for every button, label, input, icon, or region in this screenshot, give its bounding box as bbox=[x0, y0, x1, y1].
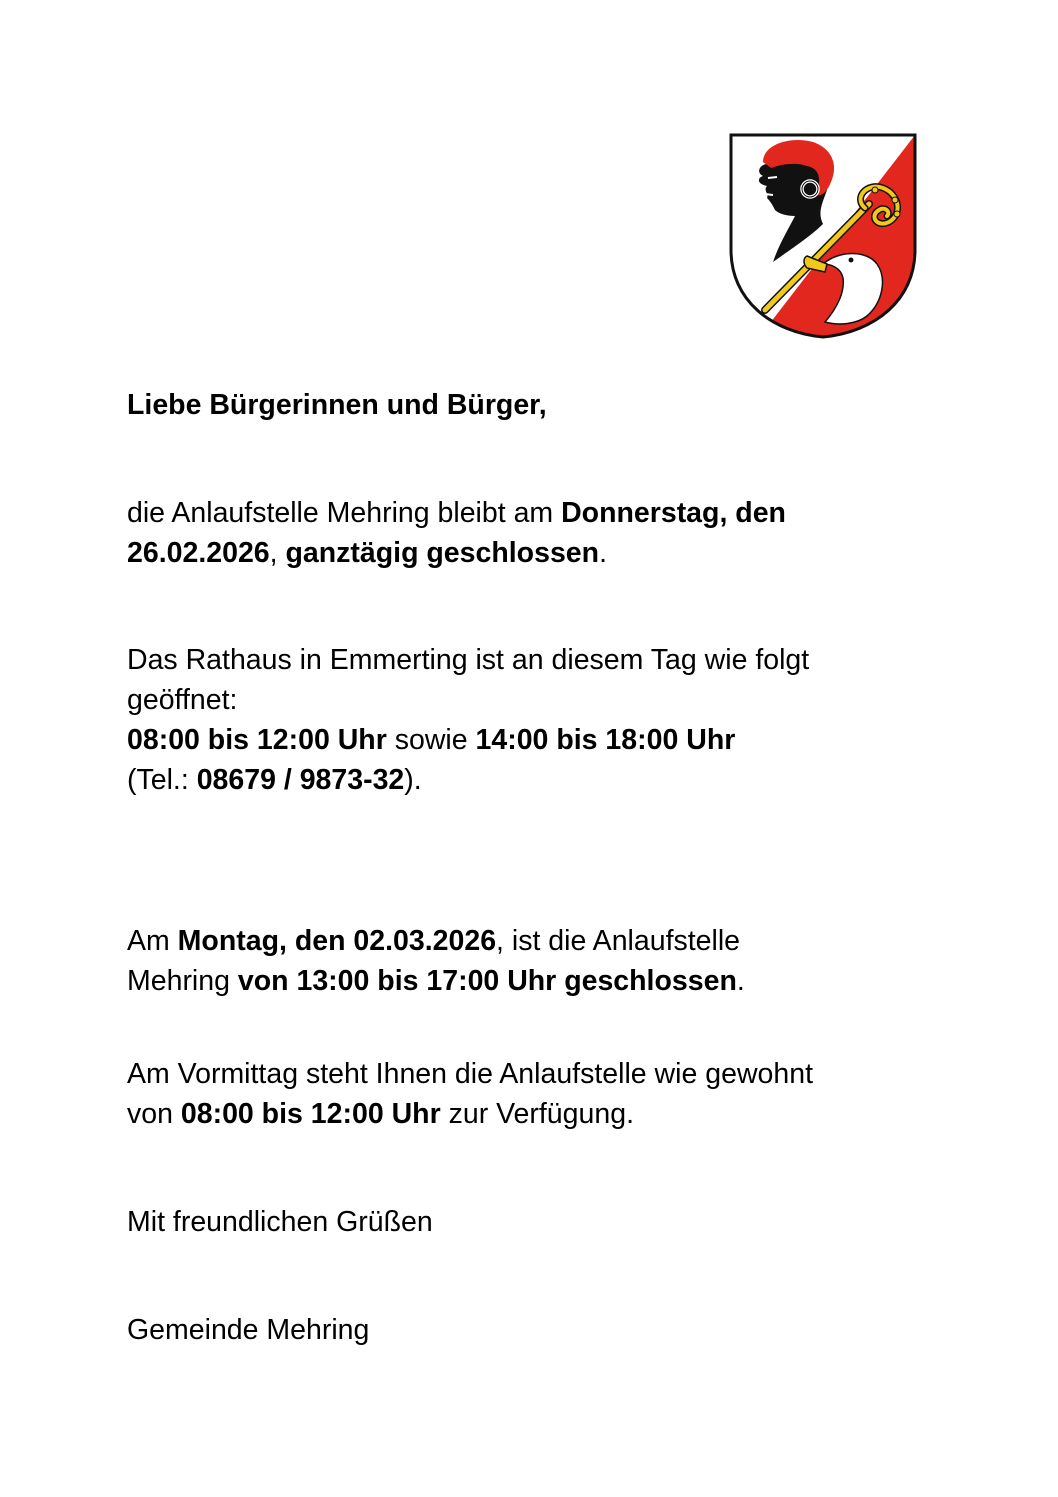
phone-number: 08679 / 9873-32 bbox=[196, 764, 405, 796]
coat-of-arms-icon bbox=[727, 132, 919, 340]
closure-notice-thursday: die Anlaufstelle Mehring bleibt am Donnerstag, den 26.02.2026, ganztägig geschlossen. bbox=[127, 497, 786, 569]
closing: Mit freundlichen Grüßen bbox=[127, 1206, 433, 1238]
signature: Gemeinde Mehring bbox=[127, 1314, 370, 1346]
town-hall-hours: Das Rathaus in Emmerting ist an diesem Tag wie folgt geöffnet: 08:00 bis 12:00 Uhr sowie 14:00 bis 18:00 Uhr (Tel.: 08679 / 9873-32). bbox=[127, 644, 810, 796]
greeting: Liebe Bürgerinnen und Bürger, bbox=[127, 389, 547, 421]
morning-availability: Am Vormittag steht Ihnen die Anlaufstelle wie gewohnt von 08:00 bis 12:00 Uhr zur Verfügung. bbox=[127, 1058, 813, 1130]
closure-notice-monday: Am Montag, den 02.03.2026, ist die Anlaufstelle Mehring von 13:00 bis 17:00 Uhr geschlossen. bbox=[127, 925, 745, 997]
